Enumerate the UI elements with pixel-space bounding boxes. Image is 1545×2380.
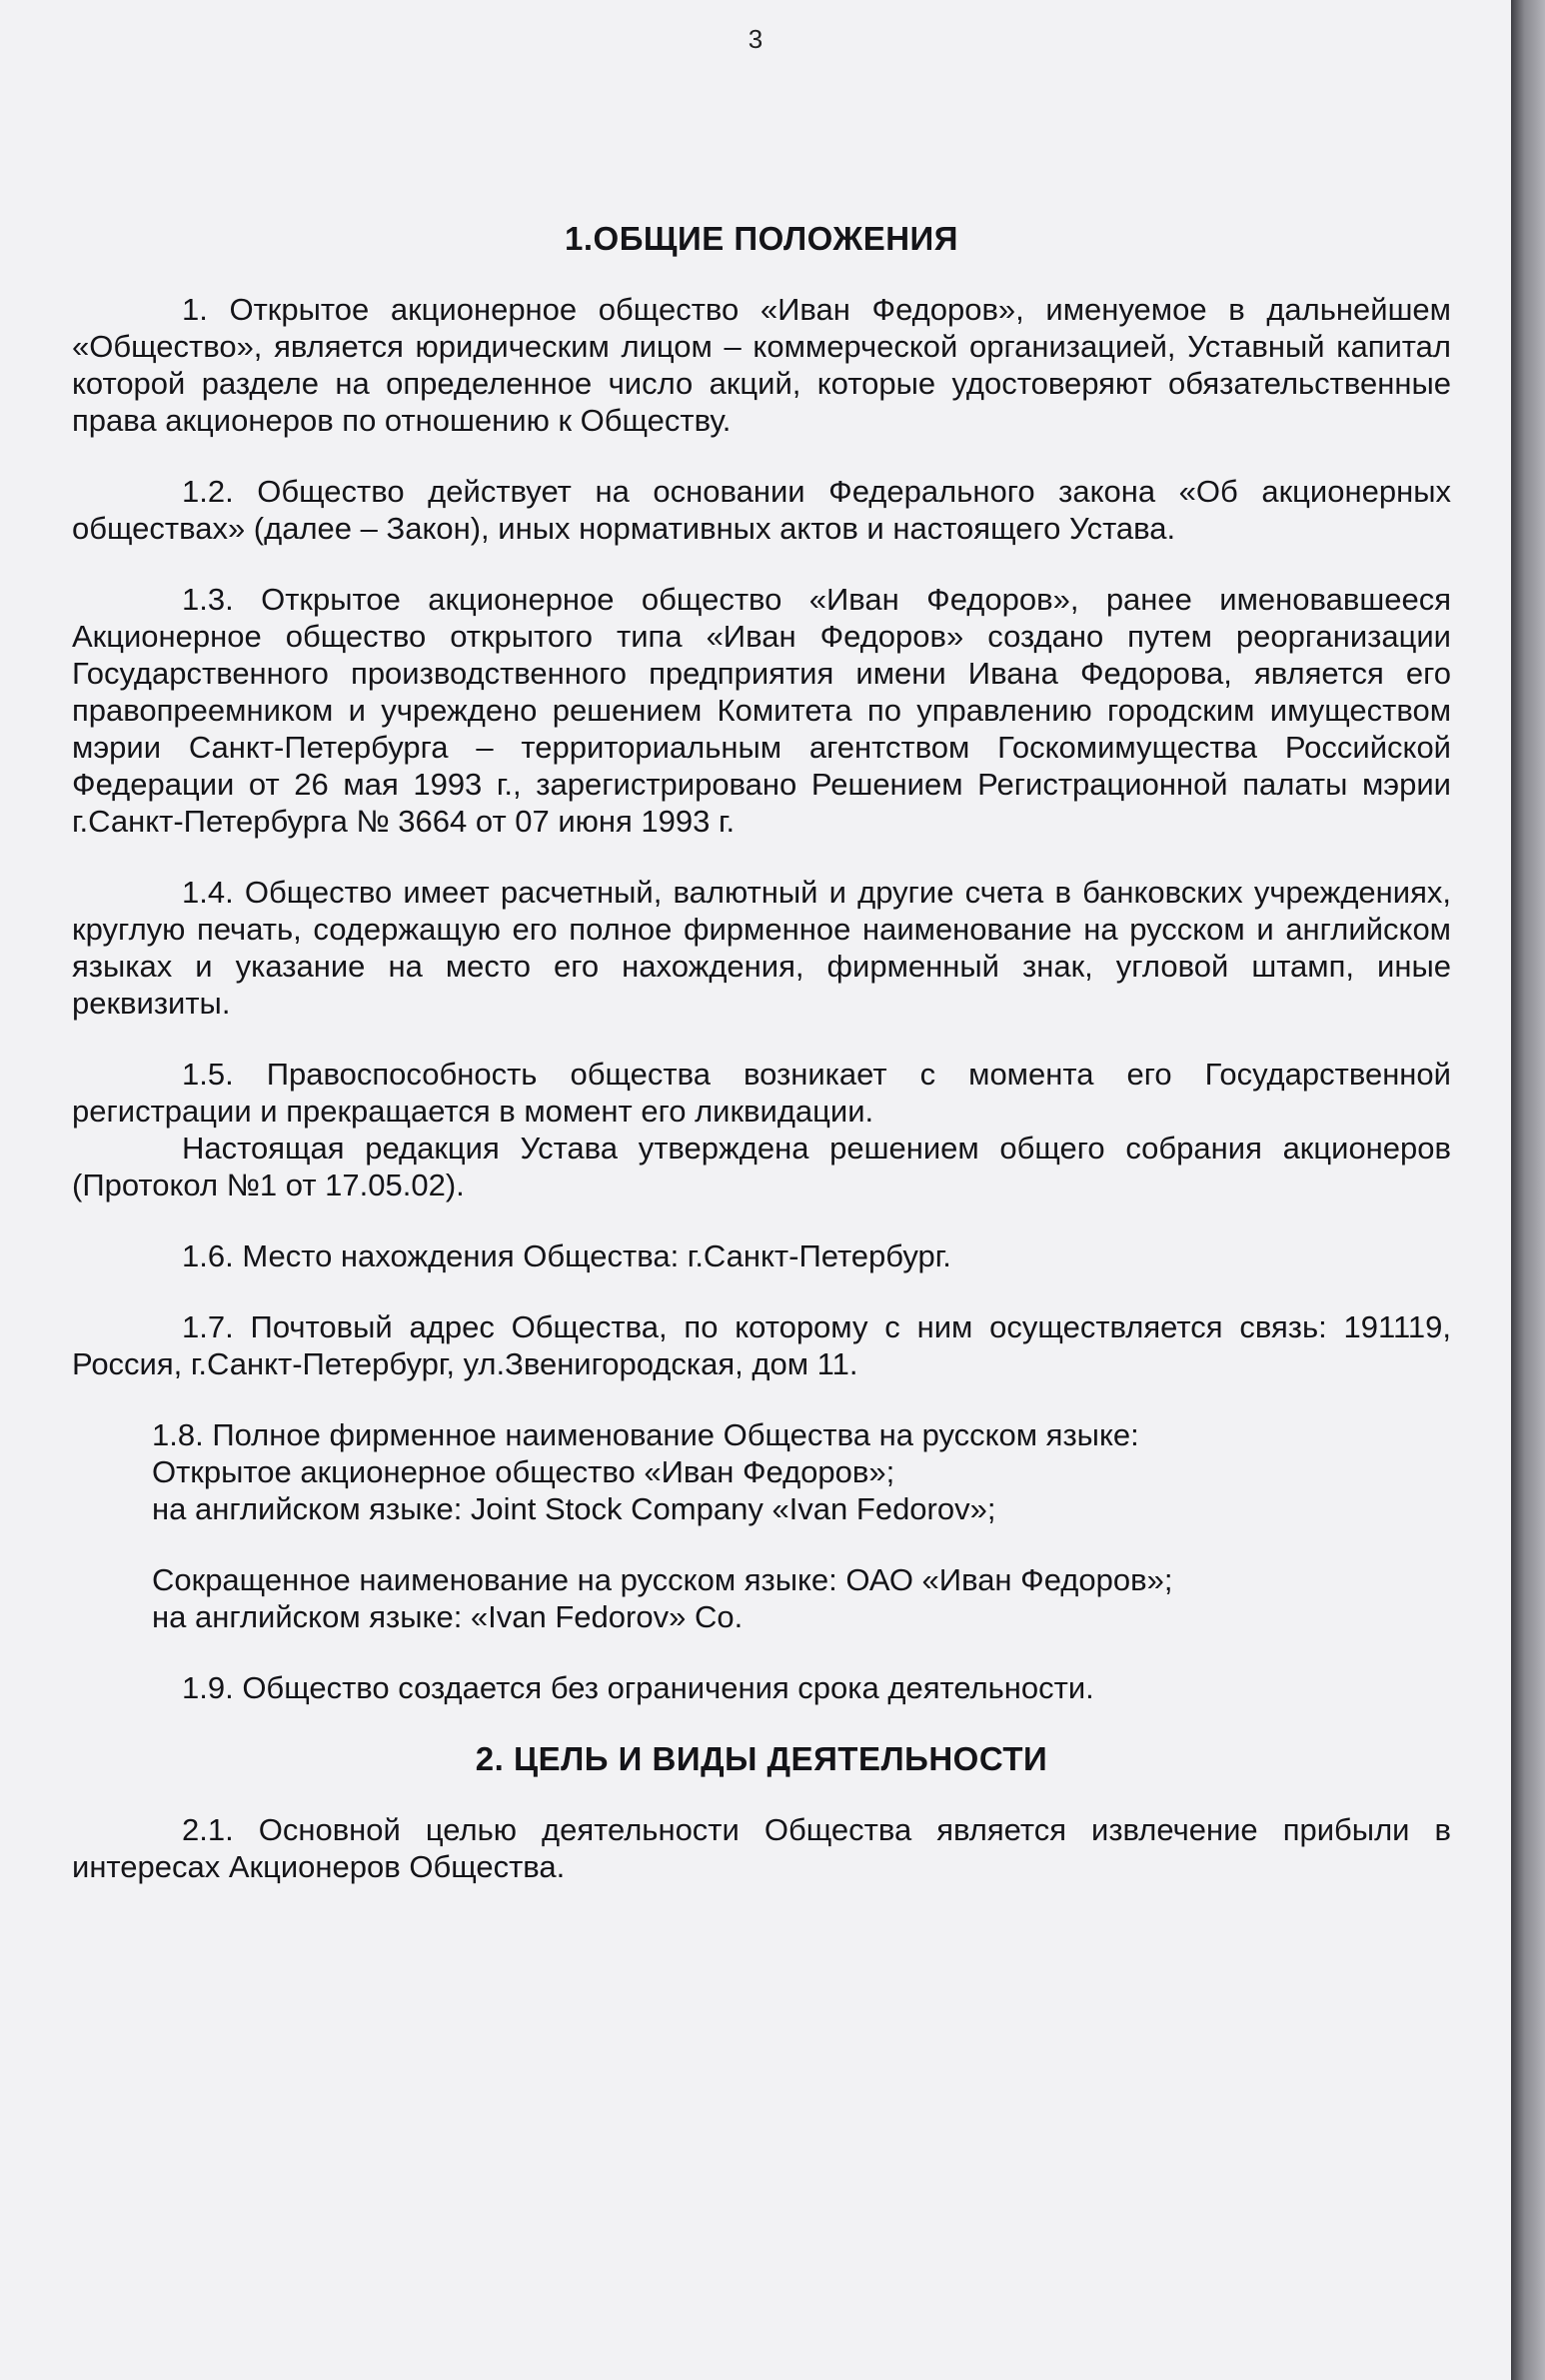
paragraph-1-6: 1.6. Место нахождения Общества: г.Санкт-Петербург. xyxy=(182,1238,951,1273)
paragraph-1-2: 1.2. Общество действует на основании Федерального закона «Об акционерных обществах» (далее – Закон), иных нормативных актов и настоящего Устава. xyxy=(72,474,1451,546)
section-1-title: 1.ОБЩИЕ ПОЛОЖЕНИЯ xyxy=(565,220,958,257)
paragraph-1-9: 1.9. Общество создается без ограничения срока деятельности. xyxy=(182,1670,1094,1705)
full-name-heading: 1.8. Полное фирменное наименование Общества на русском языке: xyxy=(152,1417,1139,1452)
paragraph-1-5-edition: Настоящая редакция Устава утверждена решением общего собрания акционеров (Протокол №1 от 17.05.02). xyxy=(72,1131,1451,1202)
paragraph-1-8 xyxy=(72,1416,1451,1527)
paragraph-1-3: 1.3. Открытое акционерное общество «Иван Федоров», ранее именовавшееся Акционерное общество открытого типа «Иван Федоров» создано путем реорганизации Государственного производственного предприятия имени Ивана Федорова, является его правопреемником и учреждено решением Комитета по управлению городским имуществом мэрии Санкт-Петербурга – территориальным агентством Госкомимущества Российской Федерации от 26 мая 1993 г., зарегистрировано Решением Регистрационной палаты мэрии г.Санкт-Петербурга № 3664 от 07 июня 1993 г. xyxy=(72,582,1451,839)
full-name-english: на английском языке: Joint Stock Company «Ivan Fedorov»; xyxy=(152,1491,996,1526)
short-name-english: на английском языке: «Ivan Fedorov» Co. xyxy=(152,1599,744,1634)
paragraph-1-5: 1.5. Правоспособность общества возникает с момента его Государственной регистрации и прекращается в момент его ликвидации. xyxy=(72,1057,1451,1129)
page-number: 3 xyxy=(748,24,764,54)
page-edge-shadow xyxy=(1511,0,1545,2380)
full-name-russian: Открытое акционерное общество «Иван Федоров»; xyxy=(152,1454,895,1489)
short-name-block xyxy=(72,1561,1451,1635)
paragraph-1-4: 1.4. Общество имеет расчетный, валютный и другие счета в банковских учреждениях, круглую печать, содержащую его полное фирменное наименование на русском и английском языках и указание на место его нахождения, фирменный знак, угловой штамп, иные реквизиты. xyxy=(72,875,1451,1021)
paragraph-2-1: 2.1. Основной целью деятельности Общества является извлечение прибыли в интересах Акционеров Общества. xyxy=(72,1812,1451,1884)
paragraph-1-7: 1.7. Почтовый адрес Общества, по которому с ним осуществляется связь: 191119, Россия, г.Санкт-Петербург, ул.Звенигородская, дом 11. xyxy=(72,1309,1451,1381)
section-2-title: 2. ЦЕЛЬ И ВИДЫ ДЕЯТЕЛЬНОСТИ xyxy=(475,1740,1048,1777)
short-name-russian: Сокращенное наименование на русском языке: ОАО «Иван Федоров»; xyxy=(152,1562,1173,1597)
paragraph-1-1: 1. Открытое акционерное общество «Иван Федоров», именуемое в дальнейшем «Общество», является юридическим лицом – коммерческой организацией, Уставный капитал которой разделе на определенное число акций, которые удостоверяют обязательственные права акционеров по отношению к Обществу. xyxy=(72,292,1451,438)
document-body xyxy=(72,220,1451,1919)
